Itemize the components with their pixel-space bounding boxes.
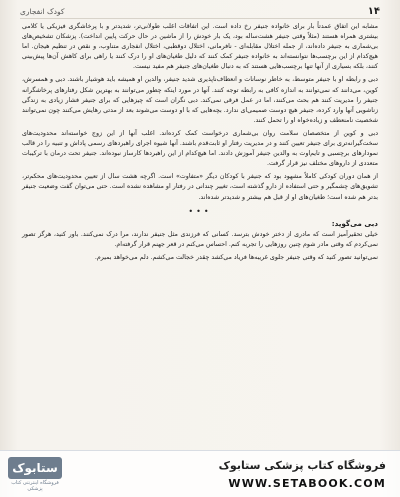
watermark-footer bbox=[0, 450, 400, 497]
running-title: کودک انفجاری bbox=[20, 6, 65, 16]
logo-tagline: فروشگاه اینترنتی کتاب پزشکی bbox=[11, 480, 59, 492]
logo-mark: ستابوک bbox=[8, 457, 62, 479]
paragraph: دبی و کوین از متخصصان سلامت روان بی‌شماری درخواست کمک کرده‌اند. اغلب آنها از این زوج خواسته‌اند محدودیت‌های سخت‌گیرانه‌تری برای جنیفر تعیین کنند و در مدیریت رفتار او ثابت‌قدم باشند. آنها شیوه اجرای راهبردهای رسمی پاداش و تنبیه را در قالب نمودارهای برچسبی و تایم‌اوت به والدین جنیفر آموزش دادند. اما هیچ‌کدام از این راهبردها کارساز نبوده‌اند. جنیفر تحت درمان با ترکیبات متعددی از داروهای مختلف نیز قرار گرفت. bbox=[22, 129, 378, 168]
page-body bbox=[22, 22, 378, 266]
website-link[interactable]: WWW.SETABOOK.COM bbox=[228, 477, 386, 490]
paragraph: دبی و رابطه او با جنیفر متوسط، به خاطر نوسانات و انعطاف‌ناپذیری شدید جنیفر، والدین او همیشه باید هوشیار باشند. دبی و همسرش، کوین، می‌دانند که نمی‌توانند به اندازه کافی به رابطه توجه کنند. آنها در مورد اینکه چطور می‌توانند به بهترین شکل رفتارهای پرخاشگرانه جنیفر را مدیریت کنند هم بحث می‌کنند، اما در عمل فرقی نمی‌کند. دبی نگران است که چیزهایی که برای جنیفر فشار زیادی به زندگی زناشویی آنها وارد کرده، جنیفر هیچ دوست صمیمی‌ای ندارد. بچه‌هایی که با او دوست می‌شوند بعد از مدتی رهایش می‌کنند چون نمی‌توانند شخصیت نامنعطف و زیاده‌خواه او را تحمل کنند. bbox=[22, 76, 378, 124]
page-header bbox=[20, 4, 380, 19]
page-number: ۱۴ bbox=[367, 5, 380, 17]
quote-heading: دبی می‌گوید: bbox=[331, 218, 378, 228]
paragraph: از همان دوران کودکی کاملاً مشهود بود که جنیفر با کودکان دیگر «متفاوت» است. اگرچه هشت سال از تعیین محدودیت‌های محکم‌تر، تشویق‌های چشمگیر و حتی استفاده از دارو گذشته است، تغییر چندانی در رفتار او مشاهده نشده است. حتی می‌توان گفت وضعیت جنیفر بدتر هم شده است؛ طغیان‌های او از قبل هم بیشتر و شدیدتر شده‌اند. bbox=[22, 173, 378, 201]
section-separator: ••• bbox=[188, 206, 212, 216]
setabook-logo[interactable] bbox=[8, 457, 62, 492]
shop-name: فروشگاه کتاب پزشکی ستابوک bbox=[218, 459, 386, 472]
quote-paragraph: نمی‌توانید تصور کنید که وقتی جنیفر جلوی غریبه‌ها فریاد می‌کشد چقدر خجالت می‌کشم. دلم می‌خواهد بمیرم. bbox=[94, 253, 378, 261]
quote-paragraph: خیلی تحقیرآمیز است که مادری از دختر خودش بترسد. کسانی که فرزندی مثل جنیفر ندارند، مرا درک نمی‌کنند. باور کنید، هرگز تصور نمی‌کردم که وقتی مادر شوم چنین روزهایی را تجربه کنم. احساس می‌کنم در قعر جهنم قرار گرفته‌ام. bbox=[22, 230, 378, 248]
paragraph: مشابه این اتفاق عمدتاً بار برای خانواده جنیفر رخ داده است. این اتفاقات اغلب طولانی‌تر، شدیدتر و با پرخاشگری فیزیکی یا کلامی بیشتری همراه هستند (مثلاً وقتی جنیفر هشت‌ساله بود، یک بار خودش را از ماشین در حال حرکت پایین انداخت). پزشکان تشخیص‌های بی‌شماری به جنیفر داده‌اند، از جمله اختلال مقابله‌ای - نافرمانی، اختلال دوقطبی، اختلال انفجاری متناوب، و نقص در تنظیم هیجان. اما هیچ‌کدام از این برچسب‌ها نتوانسته‌اند به خانواده جنیفر کمک کنند که دلیل طغیان‌های او را درک کنند یا راهی برای کاهش آن‌ها پیش‌بینی کنند، بلکه بسیاری از آنها تنها برچسب‌هایی هستند که به دنبال طغیان‌های جنیفر هم مفید نیست. bbox=[22, 23, 378, 71]
